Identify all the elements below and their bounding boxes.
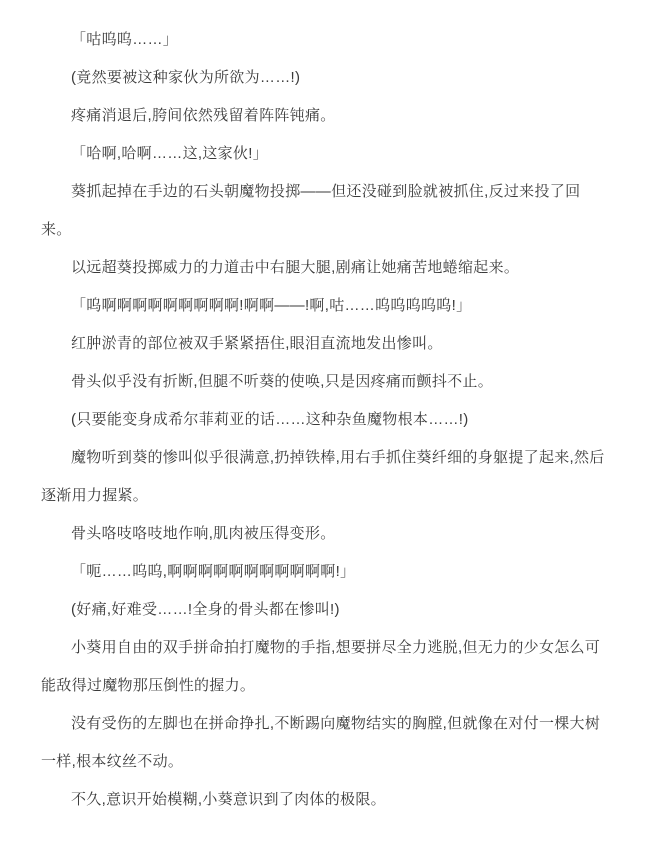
- paragraph: 骨头似乎没有折断,但腿不听葵的使唤,只是因疼痛而颤抖不止。: [71, 373, 494, 390]
- paragraph: 「哈啊,哈啊……这,这家伙!」: [71, 145, 269, 162]
- paragraph: 没有受伤的左脚也在拼命挣扎,不断踢向魔物结实的胸膛,但就像在对付一棵大树一样,根本纹丝不动。: [41, 715, 601, 770]
- paragraph: 「呜啊啊啊啊啊啊啊啊啊!啊啊——!啊,咕……呜呜呜呜呜!」: [71, 297, 472, 314]
- paragraph: 红肿淤青的部位被双手紧紧捂住,眼泪直流地发出惨叫。: [71, 335, 443, 352]
- paragraph: (只要能变身成希尔菲莉亚的话……这种杂鱼魔物根本……!): [71, 411, 469, 428]
- paragraph: (竟然要被这种家伙为所欲为……!): [71, 69, 301, 86]
- paragraph: 魔物听到葵的惨叫似乎很满意,扔掉铁棒,用右手抓住葵纤细的身躯提了起来,然后逐渐用力握紧。: [41, 449, 605, 504]
- paragraph: 不久,意识开始模糊,小葵意识到了肉体的极限。: [71, 791, 386, 808]
- paragraph: 骨头咯吱咯吱地作响,肌肉被压得变形。: [71, 525, 336, 542]
- paragraph: (好痛,好难受……!全身的骨头都在惨叫!): [71, 601, 340, 618]
- paragraph: 葵抓起掉在手边的石头朝魔物投掷——但还没碰到脸就被抓住,反过来投了回来。: [41, 183, 581, 238]
- paragraph: 「咕呜呜……」: [71, 31, 179, 48]
- paragraph: 「呃……呜呜,啊啊啊啊啊啊啊啊啊啊啊!」: [71, 563, 356, 580]
- paragraph: 以远超葵投掷威力的力道击中右腿大腿,剧痛让她痛苦地蜷缩起来。: [71, 259, 520, 276]
- paragraph: 小葵用自由的双手拼命拍打魔物的手指,想要拼尽全力逃脱,但无力的少女怎么可能敌得过魔物那压倒性的握力。: [41, 639, 601, 694]
- paragraph: 疼痛消退后,胯间依然残留着阵阵钝痛。: [71, 107, 336, 124]
